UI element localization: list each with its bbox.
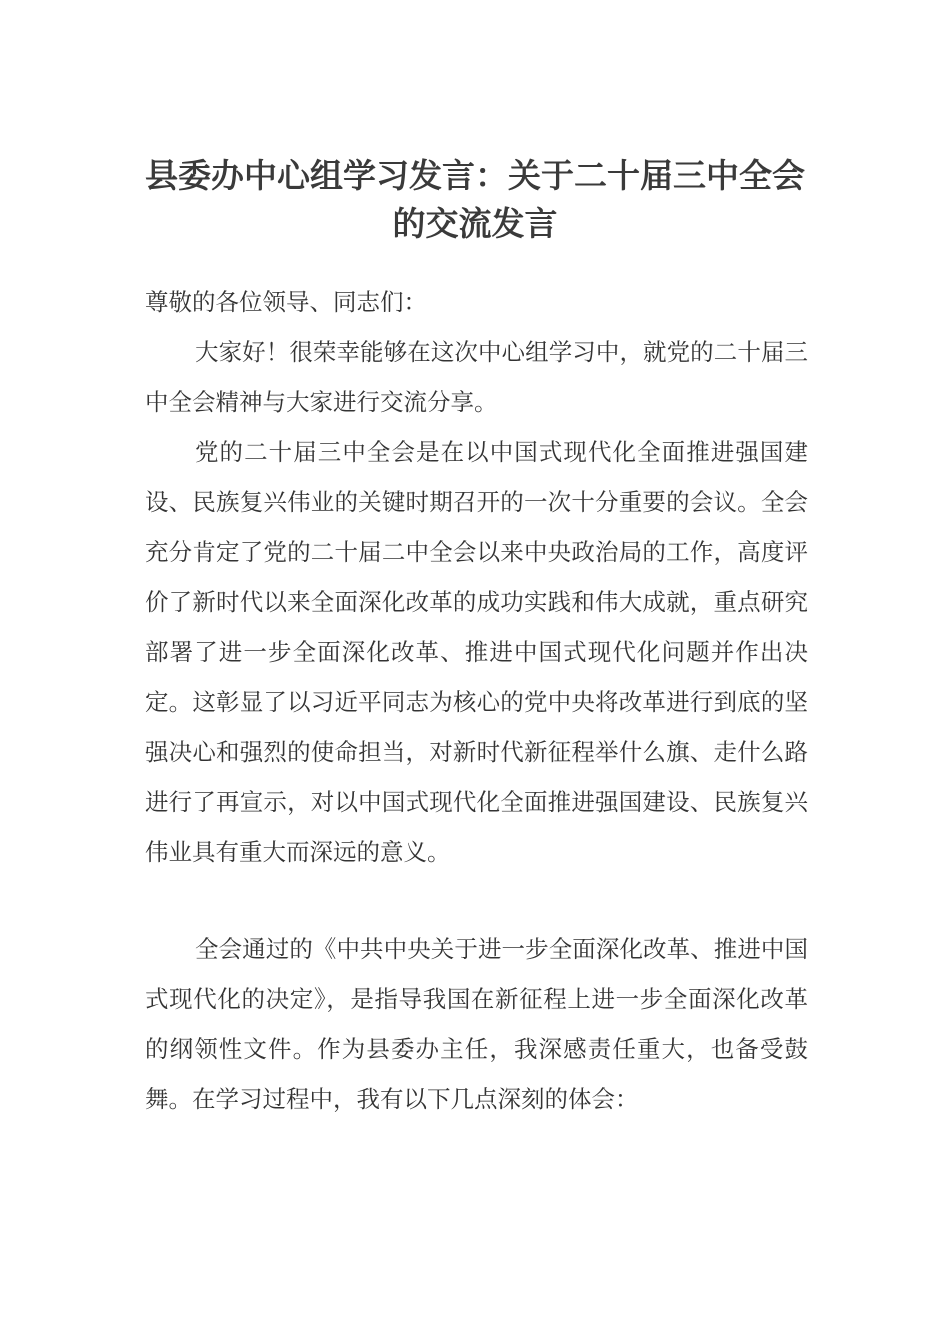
paragraph-greeting: 大家好！很荣幸能够在这次中心组学习中，就党的二十届三中全会精神与大家进行交流分享。: [145, 338, 808, 416]
document-title: 县委办中心组学习发言：关于二十届三中全会的交流发言: [145, 156, 805, 243]
paragraph-plenum-significance: 党的二十届三中全会是在以中国式现代化全面推进强国建设、民族复兴伟业的关键时期召开的一次十分重要的会议。全会充分肯定了党的二十届二中全会以来中央政治局的工作，高度评价了新时代以来全面深化改革的成功实践和伟大成就，重点研究部署了进一步全面深化改革、推进中国式现代化问题并作出决定。这彰显了以习近平同志为核心的党中央将改革进行到底的坚强决心和强烈的使命担当，对新时代新征程举什么旗、走什么路进行了再宣示，对以中国式现代化全面推进强国建设、民族复兴伟业具有重大而深远的意义。: [145, 438, 808, 866]
paragraph-decision-reflection: 全会通过的《中共中央关于进一步全面深化改革、推进中国式现代化的决定》，是指导我国在新征程上进一步全面深化改革的纲领性文件。作为县委办主任，我深感责任重大，也备受鼓舞。在学习过程中，我有以下几点深刻的体会：: [145, 935, 808, 1113]
salutation: 尊敬的各位领导、同志们：: [145, 288, 427, 316]
